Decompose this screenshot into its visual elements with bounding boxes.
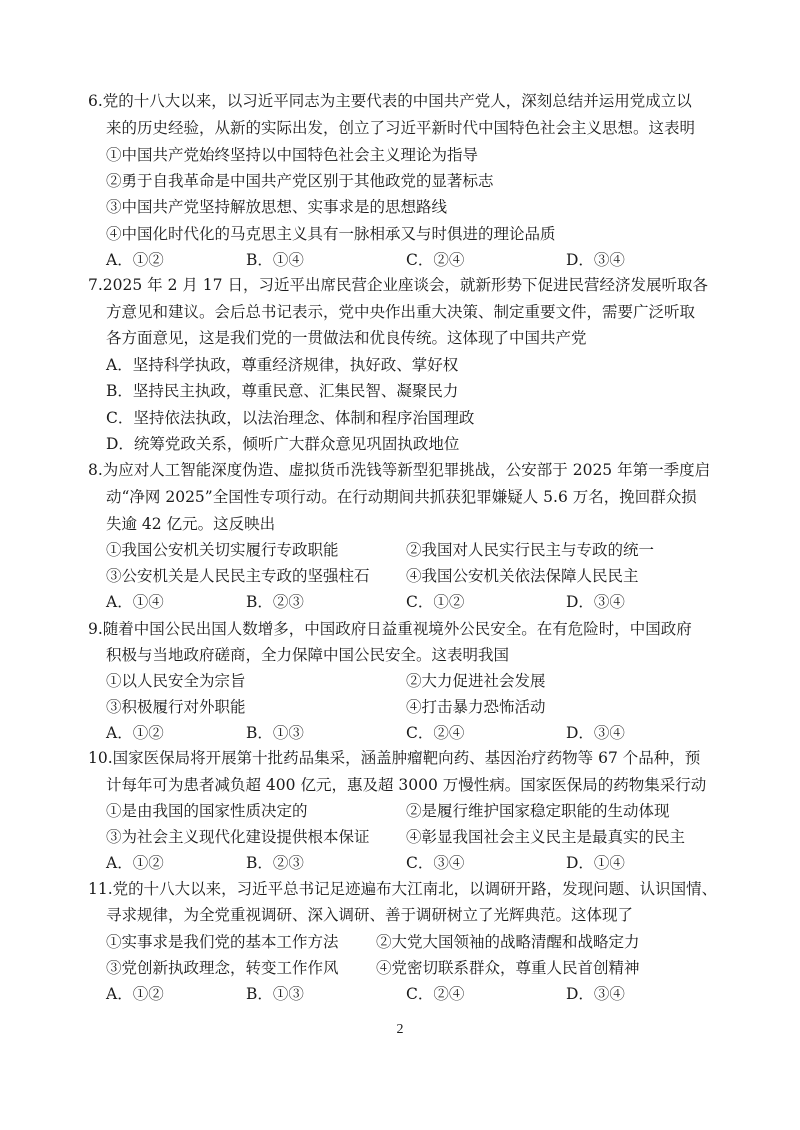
- q8-stem-line-3: 失逾 42 亿元。这反映出: [106, 515, 276, 533]
- q7-stem-line-1: 7.2025 年 2 月 17 日，习近平出席民营企业座谈会，就新形势下促进民营经济发展听取各: [88, 276, 708, 294]
- q6-choice-a: A．①②: [106, 251, 164, 269]
- q6-item-4: ④中国化时代化的马克思主义具有一脉相承又与时俱进的理论品质: [106, 225, 556, 243]
- q9-item-1: ①以人民安全为宗旨: [106, 672, 246, 690]
- q9-choice-b: B．①③: [246, 724, 304, 742]
- q11-choice-a: A．①②: [106, 985, 164, 1003]
- q8-stem-line-2: 动“净网 2025”全国性专项行动。在行动期间共抓获犯罪嫌疑人 5.6 万名，挽回群众损: [106, 488, 697, 506]
- q7-choice-a: A．坚持科学执政，尊重经济规律，执好政、掌好权: [106, 356, 459, 374]
- q9-choice-d: D．③④: [566, 724, 625, 742]
- page-number: 2: [396, 1022, 404, 1037]
- q11-choice-d: D．③④: [566, 985, 625, 1003]
- q10-item-3: ③为社会主义现代化建设提供根本保证: [106, 828, 370, 846]
- q8-item-2: ②我国对人民实行民主与专政的统一: [406, 541, 655, 559]
- q9-choice-a: A．①②: [106, 724, 164, 742]
- q10-stem-line-1: 10.国家医保局将开展第十批药品集采，涵盖肿瘤靶向药、基因治疗药物等 67 个品种，预: [88, 749, 701, 767]
- q10-item-4: ④彰显我国社会主义民主是最真实的民主: [406, 828, 686, 846]
- q9-item-4: ④打击暴力恐怖活动: [406, 698, 546, 716]
- q9-stem-line-1: 9.随着中国公民出国人数增多，中国政府日益重视境外公民安全。在有危险时，中国政府: [88, 620, 692, 638]
- q10-choice-b: B．②③: [246, 854, 304, 872]
- q6-choice-d: D．③④: [566, 251, 625, 269]
- q8-choice-d: D．③④: [566, 593, 625, 611]
- q7-stem-line-2: 方意见和建议。会后总书记表示，党中央作出重大决策、制定重要文件，需要广泛听取: [106, 303, 696, 321]
- q10-choice-a: A．①②: [106, 854, 164, 872]
- q8-item-3: ③公安机关是人民民主专政的坚强柱石: [106, 567, 370, 585]
- q8-choice-b: B．②③: [246, 593, 304, 611]
- q10-choice-c: C．③④: [406, 854, 465, 872]
- q11-choice-c: C．②④: [406, 985, 465, 1003]
- q6-choice-b: B．①④: [246, 251, 304, 269]
- q8-stem-line-1: 8.为应对人工智能深度伪造、虚拟货币洗钱等新型犯罪挑战，公安部于 2025 年第一季度启: [88, 461, 711, 479]
- q7-choice-c: C．坚持依法执政，以法治理念、体制和程序治国理政: [106, 409, 475, 427]
- q10-item-1: ①是由我国的国家性质决定的: [106, 802, 308, 820]
- q7-choice-b: B．坚持民主执政，尊重民意、汇集民智、凝聚民力: [106, 382, 459, 400]
- q9-item-3: ③积极履行对外职能: [106, 698, 246, 716]
- q10-item-2: ②是履行维护国家稳定职能的生动体现: [406, 802, 670, 820]
- q6-item-1: ①中国共产党始终坚持以中国特色社会主义理论为指导: [106, 146, 479, 164]
- q6-item-3: ③中国共产党坚持解放思想、实事求是的思想路线: [106, 198, 448, 216]
- q11-stem-line-1: 11.党的十八大以来，习近平总书记足迹遍布大江南北，以调研开路，发现问题、认识国情、: [88, 880, 718, 898]
- q8-item-1: ①我国公安机关切实履行专政职能: [106, 541, 339, 559]
- q8-choice-a: A．①④: [106, 593, 164, 611]
- q11-item-4: ④党密切联系群众，尊重人民首创精神: [376, 959, 640, 977]
- q8-item-4: ④我国公安机关依法保障人民民主: [406, 567, 639, 585]
- q11-item-2: ②大党大国领袖的战略清醒和战略定力: [376, 933, 640, 951]
- q7-choice-d: D．统筹党政关系，倾听广大群众意见巩固执政地位: [106, 435, 460, 453]
- q11-item-3: ③党创新执政理念，转变工作作风: [106, 959, 339, 977]
- q10-choice-d: D．①④: [566, 854, 625, 872]
- q9-stem-line-2: 积极与当地政府磋商，全力保障中国公民安全。这表明我国: [106, 646, 510, 664]
- q11-stem-line-2: 寻求规律，为全党重视调研、深入调研、善于调研树立了光辉典范。这体现了: [106, 906, 634, 924]
- q6-stem-line-2: 来的历史经验，从新的实际出发，创立了习近平新时代中国特色社会主义思想。这表明: [106, 119, 696, 137]
- q6-item-2: ②勇于自我革命是中国共产党区别于其他政党的显著标志: [106, 172, 494, 190]
- q8-choice-c: C．①②: [406, 593, 465, 611]
- q9-choice-c: C．②④: [406, 724, 465, 742]
- q11-item-1: ①实事求是我们党的基本工作方法: [106, 933, 339, 951]
- q6-stem-line-1: 6.党的十八大以来，以习近平同志为主要代表的中国共产党人，深刻总结并运用党成立以: [88, 92, 692, 110]
- q10-stem-line-2: 计每年可为患者减负超 400 亿元，惠及超 3000 万慢性病。国家医保局的药物集采行动: [106, 776, 707, 794]
- q9-item-2: ②大力促进社会发展: [406, 672, 546, 690]
- q6-choice-c: C．②④: [406, 251, 465, 269]
- q11-choice-b: B．①③: [246, 985, 304, 1003]
- q7-stem-line-3: 各方面意见，这是我们党的一贯做法和优良传统。这体现了中国共产党: [106, 329, 587, 347]
